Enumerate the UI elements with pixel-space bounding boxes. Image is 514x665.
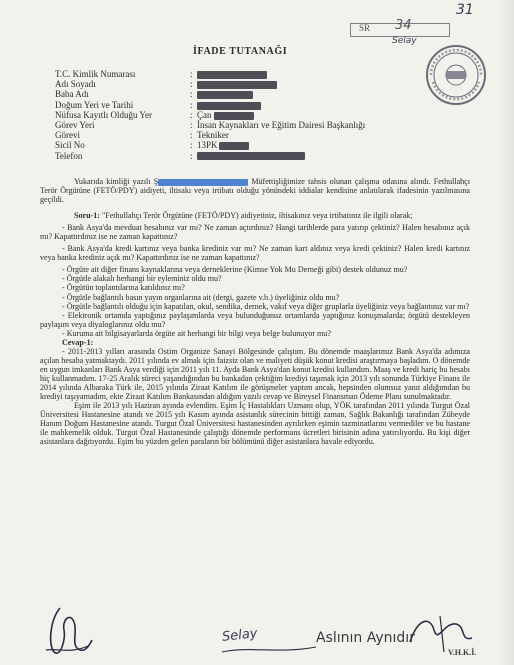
field-label: Sicil No	[55, 140, 85, 151]
signature-middle: Selay	[221, 626, 259, 645]
field-labels	[55, 69, 152, 161]
field-value: İnsan Kaynakları ve Eğitim Dairesi Başkanlığı	[197, 119, 366, 130]
field-label: T.C. Kimlik Numarası	[55, 69, 136, 79]
redaction-block	[197, 152, 305, 160]
signature-left-icon	[40, 600, 100, 660]
intro-paragraph	[40, 177, 470, 204]
field-label: Görevi	[55, 130, 80, 141]
field-label: Nüfusa Kayıtlı Olduğu Yer	[55, 109, 152, 120]
answer-label: Cevap-1:	[62, 337, 94, 347]
redaction-block	[219, 142, 249, 150]
page-number-handwritten: 31	[456, 2, 474, 18]
question-item: - Örgütle bağlantılı basın yayın organlarına ait (dergi, gazete v.b.) üyeliğiniz oldu mu?	[62, 292, 340, 302]
redaction-block	[197, 71, 267, 79]
question-item: - Elektronik ortamda yaptığınız paylaşımlarda veya bulunduğunuz ortamlarda yaptığınız konuşmalarda; örgütü destekleyen paylaşım veya diyaloglarınız oldu mu?	[40, 310, 470, 329]
question-item: - Bank Asya'da kredi kartınız veya banka krediniz var mı? Ne zaman kart aldınız veya kredi çektiniz? Halen kredi kartınız veya banka krediniz açık mı? Kapattırdınız ise ne zaman kapattınız?	[40, 244, 470, 263]
field-values	[197, 69, 365, 161]
answer-paragraph: - 2011-2013 yılları arasında Ostim Organize Sanayi Bölgesinde çalıştım. Bu dönemde maaşlarımız Bank Asya'da adımıza açılan hesaba yatmaktaydı. 2011 yılında ev almak için faizsiz olan ve maliyeti düşük konut kredisi araştırmaya başladım. O dönemde en uygun imkanları Bank Asya verdiği için 2011 yılı 11. Ayda Bank Asya'dan konut kredisi kullandım. Maaş ve kredi hariç bu hesabı hiç kullanmadım. 17-25 Aralık süreci yaşandığından bu bankadan çektiğim krediyi taşımak için 2013 yılı sonunda Türkiye Finans ile 2014 yılında Albaraka Türk ile, 2015 yılında Ziraat Katılım ile görüşmeler yaptım ancak, hepsinden olumsuz yanıt aldığımdan bu krediyi taşıyamadım, ekte Ziraat Katılım Bankasından aldığım yazılı cevap ve Bireysel Finansman Ödeme Planı sunulmaktadır.	[40, 346, 470, 402]
stamp-handwritten-name: Selay	[392, 36, 417, 46]
field-colons: : : : : : : : : :	[190, 69, 193, 161]
question-text: "Fethullahçı Terör Örgütüne (FETÖ/PDY) aidiyetiniz, iltisakınız veya irtibatınız ile ilgili olarak;	[101, 211, 413, 221]
field-label: Telefon	[55, 150, 83, 161]
answer-paragraph: Eşim ile 2013 yılı Haziran ayında evlendim. Eşim İç Hastalıkları Uzmanı olup, YÖK tarafından 2011 yılında Turgut Özal Üniversitesi Hastanesine atandı ve 2015 yılı Kasım ayında asistanlık sürecinin bittiği zaman, Sağlık Bakanlığı tarafından Zübeyde Hanım Doğum Hastanesine atandı. Turgut Özal Üniversitesi hastanesinden ayrılırken eşimin tazminatlarını vermediler ve bu hastane ile mahkemelik olduk. Turgut Özal Hastanesinde çalıştığı dönemde performans ücretleri birisinin adına yatırılıyordu. Bu kişi diğer asistanlara dağıtıyordu. Eşim bu yüzden gelen paraların bir bölümünü diğer asistanlara havale ediyordu.	[40, 401, 470, 447]
redaction-block	[158, 179, 248, 186]
intro-text-end: Müfettişliğimize tahsis olunan çalışma odasına alındı. Fethullahçı Terör Örgütüne (FETÖ/PDY) aidiyeti, iltisakı veya irtibatı olduğu yönündeki iddialar kendisine anlatılarak ifadesinin yazılmasına geçildi.	[40, 177, 470, 205]
field-label: Adı Soyadı	[55, 79, 96, 90]
signer-title: V.H.K.İ.	[448, 648, 477, 657]
field-value: Çan	[197, 109, 212, 120]
redaction-block	[197, 81, 277, 89]
field-label: Baba Adı	[55, 89, 89, 100]
field-label: Doğum Yeri ve Tarihi	[55, 99, 134, 110]
certified-copy-stamp: Aslının Aynıdır	[316, 630, 415, 646]
official-seal-icon	[425, 44, 487, 106]
question-item: - Örgütün toplantılarına katıldınız mı?	[62, 283, 185, 293]
intro-text-start: Yukarıda kimliği yazılı Ş	[74, 177, 159, 186]
question-item: - Kuruma ait bilgisayarlarda örgüte ait herhangi bir bilgi veya belge bulunuyor mu?	[62, 328, 331, 338]
statement-body	[40, 177, 470, 446]
redaction-block	[197, 102, 261, 110]
registry-prefix: SR	[359, 23, 371, 33]
question-item: - Örgütle bağlantılı olduğu için kapatılan, okul, sendika, dernek, vakıf veya diğer gruplarla üyeliğiniz veya bağlantınız var mı?	[62, 301, 470, 311]
question-label: Soru-1:	[74, 211, 100, 221]
registry-stamp-box	[350, 18, 450, 37]
registry-number: 34	[395, 18, 412, 33]
redaction-block	[197, 91, 253, 99]
document-title: İFADE TUTANAĞI	[193, 46, 288, 57]
field-value: Tekniker	[197, 130, 229, 141]
question-intro	[40, 211, 470, 220]
redaction-block	[214, 112, 254, 120]
field-label: Görev Yeri	[55, 119, 95, 130]
answer-label-row	[40, 338, 470, 347]
field-value: 13PK	[197, 140, 218, 151]
signature-underline-icon	[220, 642, 320, 656]
question-item: - Bank Asya'da mevduat hesabınız var mı? Ne zaman açtırdınız? Hangi tarihlerde para yatırıp çektiniz? Halen hesabınız açık mı? Kapattırdınız ise ne zaman kapattınız?	[40, 223, 470, 242]
question-item: - Örgütle alakalı herhangi bir eyleminiz oldu mu?	[62, 274, 222, 284]
question-item: - Örgüte ait diğer finans kaynaklarına veya derneklerine (Kimse Yok Mu Derneği gibi) destek oldunuz mu?	[62, 265, 408, 275]
